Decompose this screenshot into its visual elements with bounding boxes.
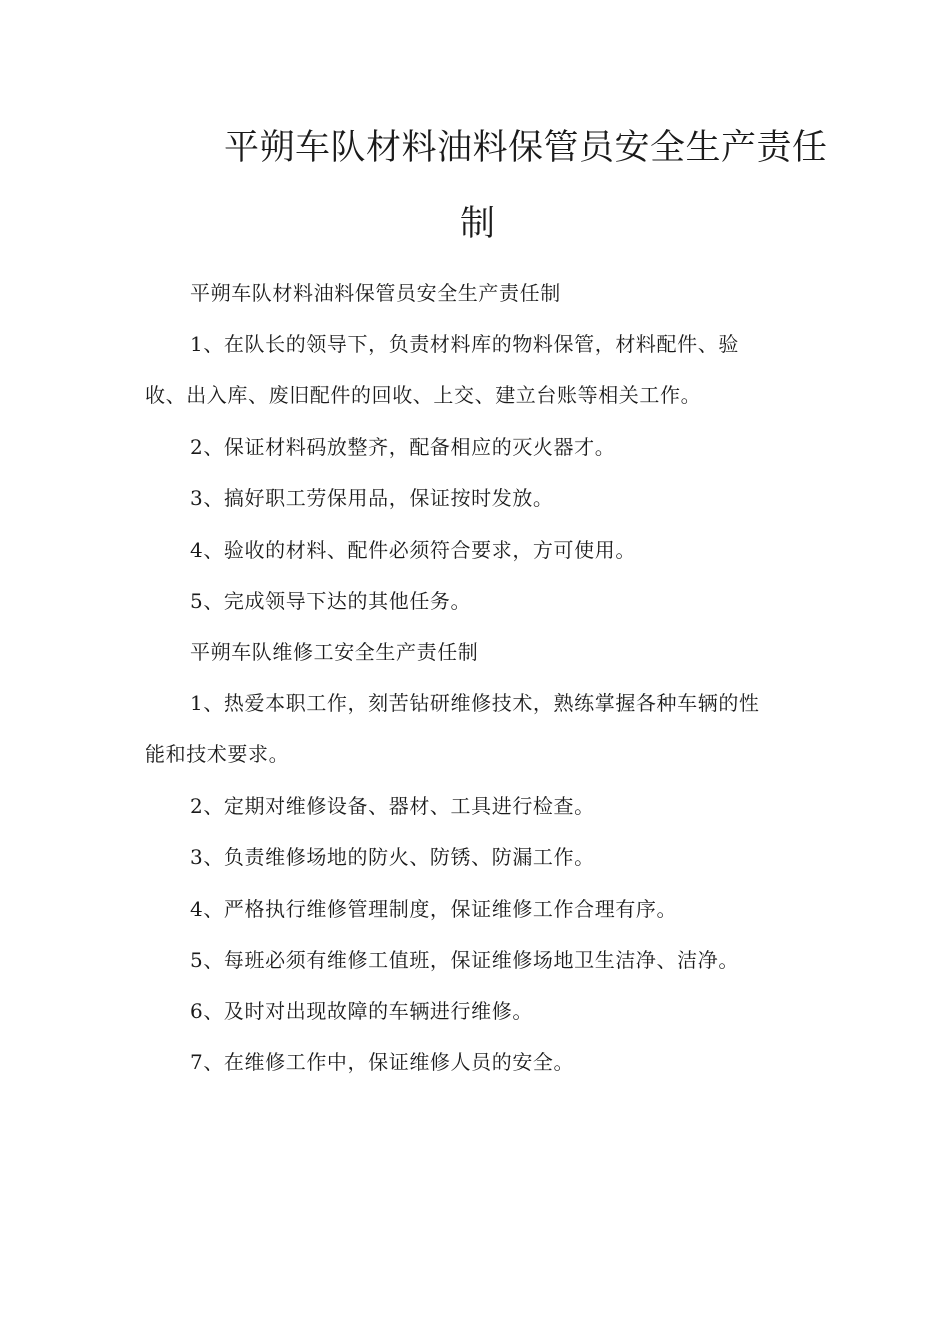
mechanic-item-1-line-1: 1、热爱本职工作，刻苦钻研维修技术，熟练掌握各种车辆的性: [190, 691, 760, 715]
mechanic-item-1-line-2: 能和技术要求。: [145, 742, 290, 766]
mechanic-item-6: 6、及时对出现故障的车辆进行维修。: [190, 999, 533, 1023]
section-heading-storekeeper: 平朔车队材料油料保管员安全生产责任制: [190, 281, 561, 305]
mechanic-item-5: 5、每班必须有维修工值班，保证维修场地卫生洁净、洁净。: [190, 948, 739, 972]
document-title-line-2: 制: [460, 204, 496, 244]
mechanic-item-7: 7、在维修工作中，保证维修人员的安全。: [190, 1050, 575, 1074]
storekeeper-item-5: 5、完成领导下达的其他任务。: [190, 589, 472, 613]
mechanic-item-2: 2、定期对维修设备、器材、工具进行检查。: [190, 794, 595, 818]
document-title-line-1: 平朔车队材料油料保管员安全生产责任: [224, 128, 828, 168]
mechanic-item-4: 4、严格执行维修管理制度，保证维修工作合理有序。: [190, 897, 678, 921]
storekeeper-item-1-line-2: 收、出入库、废旧配件的回收、上交、建立台账等相关工作。: [145, 383, 702, 407]
storekeeper-item-3: 3、搞好职工劳保用品，保证按时发放。: [190, 486, 554, 510]
storekeeper-item-4: 4、验收的材料、配件必须符合要求，方可使用。: [190, 538, 636, 562]
mechanic-item-3: 3、负责维修场地的防火、防锈、防漏工作。: [190, 845, 595, 869]
storekeeper-item-1-line-1: 1、在队长的领导下，负责材料库的物料保管，材料配件、验: [190, 332, 739, 356]
storekeeper-item-2: 2、保证材料码放整齐，配备相应的灭火器才。: [190, 435, 616, 459]
section-heading-mechanic: 平朔车队维修工安全生产责任制: [190, 640, 479, 664]
